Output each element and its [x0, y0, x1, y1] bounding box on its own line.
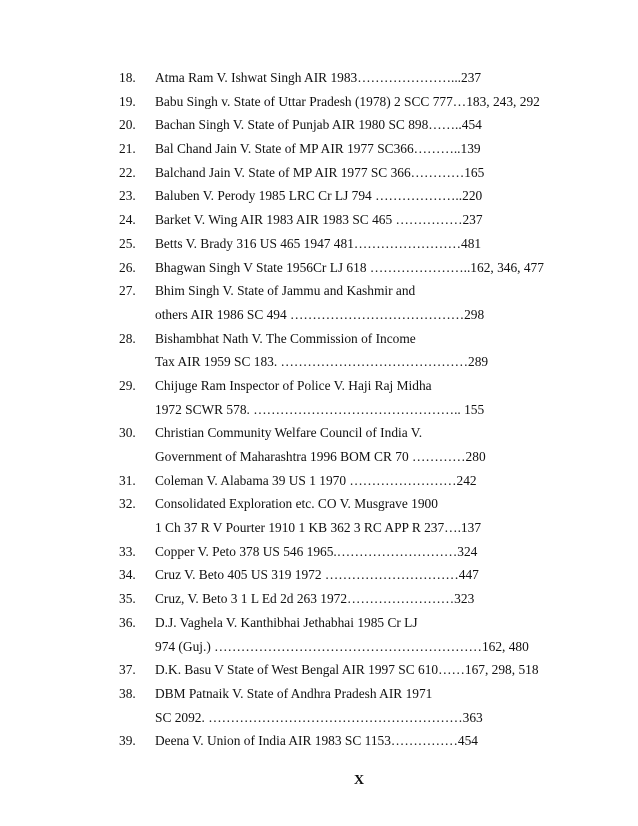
- case-continuation-line: [0, 398, 638, 422]
- case-line: [0, 184, 638, 208]
- case-line: [0, 421, 638, 445]
- case-citation: 1 Ch 37 R V Pourter 1910 1 KB 362 3 RC APP R 237….137: [155, 520, 482, 536]
- case-entry: [0, 256, 638, 280]
- case-number: 19.: [119, 93, 136, 109]
- case-citation: Bachan Singh V. State of Punjab AIR 1980 SC 898……..454: [155, 117, 482, 133]
- case-entry: [0, 587, 638, 611]
- case-citation: Betts V. Brady 316 US 465 1947 481……………………481: [155, 235, 482, 251]
- case-citation: Deena V. Union of India AIR 1983 SC 1153……………454: [155, 733, 478, 749]
- case-citation: Cruz, V. Beto 3 1 L Ed 2d 263 1972……………………323: [155, 591, 475, 607]
- case-line: [0, 563, 638, 587]
- case-continuation-line: [0, 516, 638, 540]
- case-citation: Babu Singh v. State of Uttar Pradesh (1978) 2 SCC 777…183, 243, 292: [155, 93, 540, 109]
- case-citation: Copper V. Peto 378 US 546 1965.………………………324: [155, 543, 478, 559]
- case-line: [0, 232, 638, 256]
- case-citation: DBM Patnaik V. State of Andhra Pradesh AIR 1971: [155, 685, 433, 701]
- case-line: [0, 208, 638, 232]
- case-continuation-line: [0, 350, 638, 374]
- case-citation: Bhagwan Singh V State 1956Cr LJ 618 …………………..162, 346, 477: [155, 259, 544, 275]
- case-entry: [0, 137, 638, 161]
- case-number: 35.: [119, 591, 136, 607]
- case-citation: Bhim Singh V. State of Jammu and Kashmir and: [155, 283, 416, 299]
- case-line: [0, 611, 638, 635]
- case-entry: [0, 208, 638, 232]
- case-line: [0, 374, 638, 398]
- case-line: [0, 587, 638, 611]
- case-number: 34.: [119, 567, 136, 583]
- case-entry: [0, 658, 638, 682]
- case-citation: Balchand Jain V. State of MP AIR 1977 SC 366…………165: [155, 164, 485, 180]
- case-entry: [0, 729, 638, 753]
- case-line: [0, 658, 638, 682]
- case-citation: 974 (Guj.) ……………………………………………………162, 480: [155, 638, 529, 654]
- case-number: 23.: [119, 188, 136, 204]
- case-citation: Coleman V. Alabama 39 US 1 1970 ……………………242: [155, 472, 477, 488]
- case-citation: Baluben V. Perody 1985 LRC Cr LJ 794 ………………..220: [155, 188, 483, 204]
- case-citation: D.J. Vaghela V. Kanthibhai Jethabhai 1985 Cr LJ: [155, 614, 418, 630]
- case-entry: [0, 232, 638, 256]
- case-list: [0, 66, 638, 753]
- case-entry: [0, 113, 638, 137]
- case-number: 30.: [119, 425, 136, 441]
- case-continuation-line: [0, 706, 638, 730]
- case-number: 28.: [119, 330, 136, 346]
- case-entry: [0, 682, 638, 729]
- case-line: [0, 540, 638, 564]
- case-entry: [0, 161, 638, 185]
- case-number: 36.: [119, 614, 136, 630]
- case-line: [0, 492, 638, 516]
- case-number: 27.: [119, 283, 136, 299]
- case-number: 25.: [119, 235, 136, 251]
- case-citation: Barket V. Wing AIR 1983 AIR 1983 SC 465 ……………237: [155, 212, 483, 228]
- case-entry: [0, 279, 638, 326]
- case-number: 21.: [119, 141, 136, 157]
- case-citation: Bal Chand Jain V. State of MP AIR 1977 SC366………..139: [155, 141, 481, 157]
- case-line: [0, 729, 638, 753]
- case-entry: [0, 421, 638, 468]
- case-entry: [0, 184, 638, 208]
- case-continuation-line: [0, 303, 638, 327]
- case-entry: [0, 540, 638, 564]
- case-citation: 1972 SCWR 578. ……………………………………….. 155: [155, 401, 485, 417]
- case-line: [0, 279, 638, 303]
- case-entry: [0, 469, 638, 493]
- case-citation: SC 2092. …………………………………………………363: [155, 709, 483, 725]
- case-number: 29.: [119, 377, 136, 393]
- case-citation: Consolidated Exploration etc. CO V. Musgrave 1900: [155, 496, 438, 512]
- case-citation: D.K. Basu V State of West Bengal AIR 1997 SC 610……167, 298, 518: [155, 662, 539, 678]
- case-entry: [0, 374, 638, 421]
- case-number: 32.: [119, 496, 136, 512]
- case-citation: Bishambhat Nath V. The Commission of Income: [155, 330, 416, 346]
- case-line: [0, 90, 638, 114]
- case-citation: Cruz V. Beto 405 US 319 1972 …………………………447: [155, 567, 479, 583]
- case-citation: Christian Community Welfare Council of India V.: [155, 425, 423, 441]
- case-number: 38.: [119, 685, 136, 701]
- case-line: [0, 161, 638, 185]
- case-line: [0, 66, 638, 90]
- case-citation: Tax AIR 1959 SC 183. ……………………………………289: [155, 354, 489, 370]
- case-line: [0, 256, 638, 280]
- case-line: [0, 682, 638, 706]
- case-number: 22.: [119, 164, 136, 180]
- case-entry: [0, 611, 638, 658]
- case-number: 18.: [119, 70, 136, 85]
- case-number: 20.: [119, 117, 136, 133]
- case-number: 33.: [119, 543, 136, 559]
- case-entry: [0, 327, 638, 374]
- page-number: X: [353, 773, 365, 788]
- case-citation: Government of Maharashtra 1996 BOM CR 70 …………280: [155, 449, 486, 464]
- case-number: 37.: [119, 662, 136, 678]
- case-line: [0, 137, 638, 161]
- case-number: 39.: [119, 733, 136, 749]
- case-line: [0, 113, 638, 137]
- case-continuation-line: [0, 445, 638, 469]
- case-citation: others AIR 1986 SC 494 …………………………………298: [155, 306, 485, 322]
- case-citation: Chijuge Ram Inspector of Police V. Haji Raj Midha: [155, 377, 432, 393]
- case-number: 26.: [119, 259, 136, 275]
- case-number: 24.: [119, 212, 136, 228]
- case-entry: [0, 90, 638, 114]
- case-line: [0, 327, 638, 351]
- case-entry: [0, 66, 638, 90]
- case-entry: [0, 492, 638, 539]
- case-citation: Atma Ram V. Ishwat Singh AIR 1983…………………...237: [155, 70, 482, 85]
- case-continuation-line: [0, 635, 638, 659]
- case-number: 31.: [119, 472, 136, 488]
- case-line: [0, 469, 638, 493]
- case-entry: [0, 563, 638, 587]
